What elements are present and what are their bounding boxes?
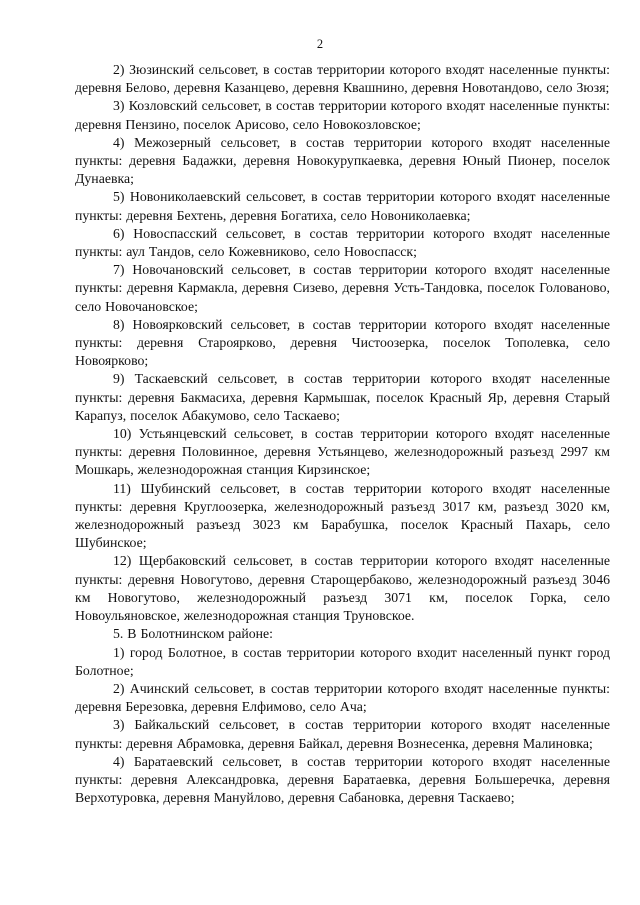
section-heading: 5. В Болотнинском районе: — [113, 626, 273, 642]
paragraph: 3) Козловский сельсовет, в состав территории которого входят населенные пункты: деревня Пензино, поселок Арисово, село Новокозловское; — [75, 98, 610, 132]
page-number: 2 — [316, 37, 324, 51]
paragraph: 4) Баратаевский сельсовет, в состав территории которого входят населенные пункты: деревня Александровка, деревня Баратаевка, деревня Большеречка, деревня Верхотуровка, деревня Мануйлово, деревня Сабановка, деревня Таскаево; — [75, 753, 610, 806]
paragraph: 7) Новочановский сельсовет, в состав территории которого входят населенные пункты: деревня Кармакла, деревня Сизево, деревня Усть-Тандовка, поселок Голованово, село Новочановское; — [75, 262, 610, 314]
paragraph: 9) Таскаевский сельсовет, в состав территории которого входят населенные пункты: деревня Бакмасиха, деревня Кармышак, поселок Красный Яр, деревня Старый Карапуз, поселок Абакумово, село Таскаево; — [75, 371, 610, 423]
paragraph: 2) Зюзинский сельсовет, в состав территории которого входят населенные пункты: деревня Белово, деревня Казанцево, деревня Квашнино, деревня Новотандово, село Зюзя; — [75, 62, 610, 96]
paragraph: 5) Новониколаевский сельсовет, в состав территории которого входят населенные пункты: деревня Бехтень, деревня Богатиха, село Новониколаевка; — [75, 189, 610, 223]
paragraph: 3) Байкальский сельсовет, в состав территории которого входят населенные пункты: деревня Абрамовка, деревня Байкал, деревня Вознесенка, деревня Малиновка; — [75, 717, 610, 751]
paragraph: 11) Шубинский сельсовет, в состав территории которого входят населенные пункты: деревня Круглоозерка, железнодорожный разъезд 3017 км, разъезд 3020 км, железнодорожный разъезд 3023 км Барабушка, поселок Красный Пахарь, село Шубинское; — [75, 480, 610, 551]
paragraph: 4) Межозерный сельсовет, в состав территории которого входят населенные пункты: деревня Бадажки, деревня Новокурупкаевка, деревня Юный Пионер, поселок Дунаевка; — [75, 134, 610, 187]
paragraph: 2) Ачинский сельсовет, в состав территории которого входят населенные пункты: деревня Березовка, деревня Елфимово, село Ача; — [75, 680, 610, 715]
paragraph: 6) Новоспасский сельсовет, в состав территории которого входят населенные пункты: аул Тандов, село Кожевниково, село Новоспасск; — [75, 225, 610, 260]
document-body — [75, 61, 610, 807]
paragraph: 1) город Болотное, в состав территории которого входит населенный пункт город Болотное; — [75, 644, 610, 678]
paragraph: 10) Устьянцевский сельсовет, в состав территории которого входят населенные пункты: деревня Половинное, деревня Устьянцево, железнодорожный разъезд 2997 км Мошкарь, железнодорожная станция Кирзинское; — [75, 426, 610, 478]
paragraph: 12) Щербаковский сельсовет, в состав территории которого входят населенные пункты: деревня Новогутово, деревня Старощербаково, железнодорожный разъезд 3046 км Новогутово, железнодорожный разъезд 3071 км, поселок Горка, село Новоульяновское, железнодорожная станция Труновское. — [75, 553, 610, 624]
paragraph: 8) Новоярковский сельсовет, в состав территории которого входят населенные пункты: деревня Староярково, деревня Чистоозерка, поселок Тополевка, село Новоярково; — [75, 316, 610, 369]
